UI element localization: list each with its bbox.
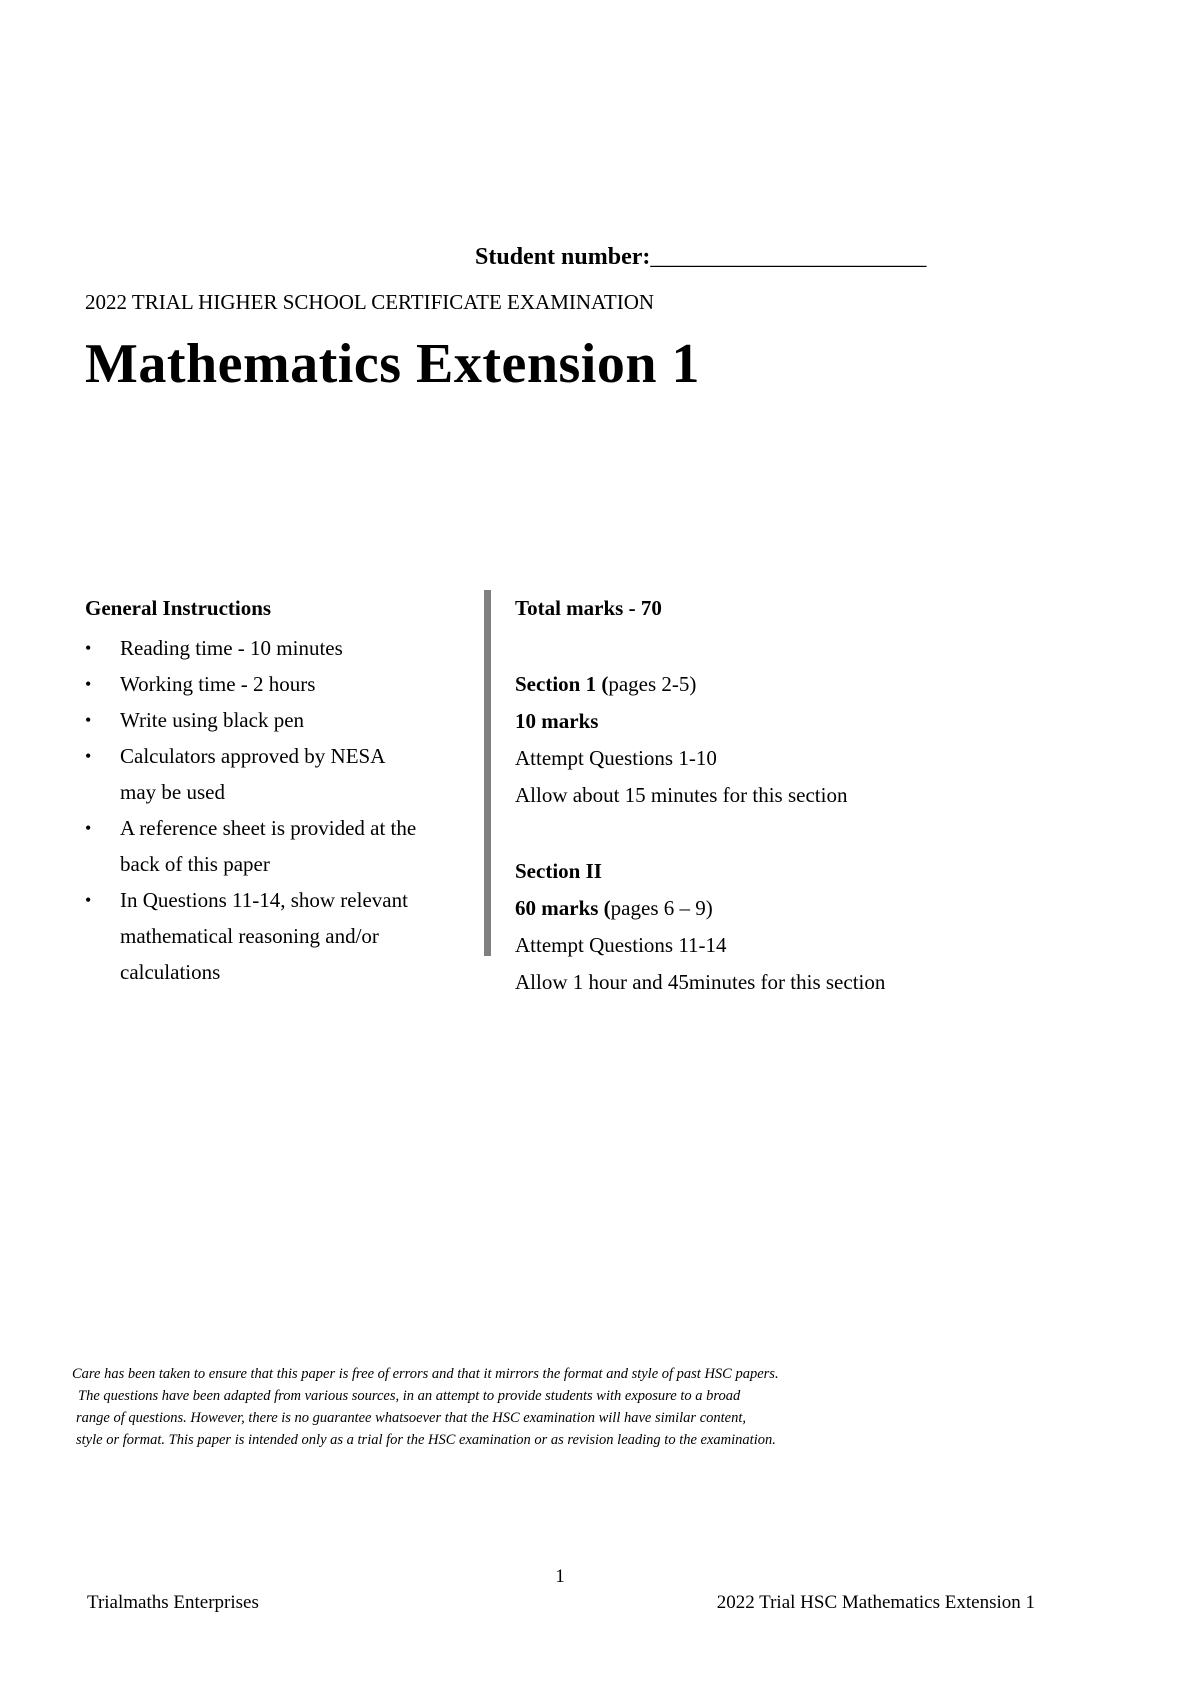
student-number-line: _______________________	[650, 244, 927, 270]
instruction-text: Working time - 2 hours	[120, 672, 316, 696]
section-1-time: Allow about 15 minutes for this section	[515, 783, 848, 807]
section-2-attempt: Attempt Questions 11-14	[515, 933, 727, 957]
instruction-item	[85, 882, 485, 990]
section-2-title: Section II	[515, 859, 602, 883]
instruction-item	[85, 702, 485, 738]
instructions-list	[85, 630, 485, 990]
bullet-icon: •	[85, 674, 92, 694]
instruction-item	[85, 666, 485, 702]
total-marks: Total marks - 70	[515, 596, 662, 620]
instruction-text: may be used	[120, 780, 225, 804]
footer-publisher: Trialmaths Enterprises	[87, 1592, 259, 1613]
bullet-icon: •	[85, 638, 92, 658]
section-2-paren: (	[598, 896, 611, 920]
disclaimer	[72, 1363, 992, 1451]
instruction-item	[85, 738, 485, 810]
instruction-text: mathematical reasoning and/or	[120, 924, 379, 948]
column-divider	[484, 590, 491, 956]
disclaimer-line: Care has been taken to ensure that this paper is free of errors and that it mirrors the format and style of past HSC papers.	[72, 1366, 779, 1382]
general-instructions	[85, 590, 485, 990]
section-1-marks: 10 marks	[515, 709, 599, 733]
page-number: 1	[555, 1566, 565, 1587]
student-number-label: Student number:	[475, 244, 651, 270]
instruction-text: In Questions 11-14, show relevant	[120, 888, 408, 912]
instruction-text: Calculators approved by NESA	[120, 744, 386, 768]
instruction-text: Reading time - 10 minutes	[120, 636, 343, 660]
section-2-time: Allow 1 hour and 45minutes for this section	[515, 970, 886, 994]
general-instructions-heading: General Instructions	[85, 596, 272, 620]
marks-summary	[515, 590, 1075, 1001]
section-2-pages: pages 6 – 9)	[610, 896, 713, 920]
section-2-marks: 60 marks	[515, 896, 599, 920]
bullet-icon: •	[85, 746, 92, 766]
disclaimer-line: style or format. This paper is intended only as a trial for the HSC examination or as revision leading to the examination.	[76, 1432, 776, 1448]
student-number-field	[475, 244, 926, 271]
instruction-text: A reference sheet is provided at the	[120, 816, 417, 840]
section-1-paren: (	[596, 672, 609, 696]
instruction-item	[85, 630, 485, 666]
section-1-attempt: Attempt Questions 1-10	[515, 746, 717, 770]
subject-title: Mathematics Extension 1	[85, 333, 701, 395]
bullet-icon: •	[85, 710, 92, 730]
exam-name: 2022 TRIAL HIGHER SCHOOL CERTIFICATE EXAMINATION	[85, 290, 655, 314]
bullet-icon: •	[85, 818, 92, 838]
section-1-heading	[515, 666, 1075, 703]
spacer	[515, 814, 1075, 853]
instruction-item	[85, 810, 485, 882]
instruction-text: Write using black pen	[120, 708, 305, 732]
section-1-title: Section 1	[515, 672, 597, 696]
instruction-text: back of this paper	[120, 852, 270, 876]
section-2-heading	[515, 890, 1075, 927]
footer-document-name: 2022 Trial HSC Mathematics Extension 1	[716, 1592, 1035, 1613]
bullet-icon: •	[85, 890, 92, 910]
section-1-pages: pages 2-5)	[608, 672, 697, 696]
disclaimer-line: range of questions. However, there is no guarantee whatsoever that the HSC examination will have similar content,	[76, 1410, 747, 1426]
disclaimer-line: The questions have been adapted from various sources, in an attempt to provide students with exposure to a broad	[78, 1388, 741, 1404]
spacer	[515, 627, 1075, 666]
instruction-text: calculations	[120, 960, 221, 984]
